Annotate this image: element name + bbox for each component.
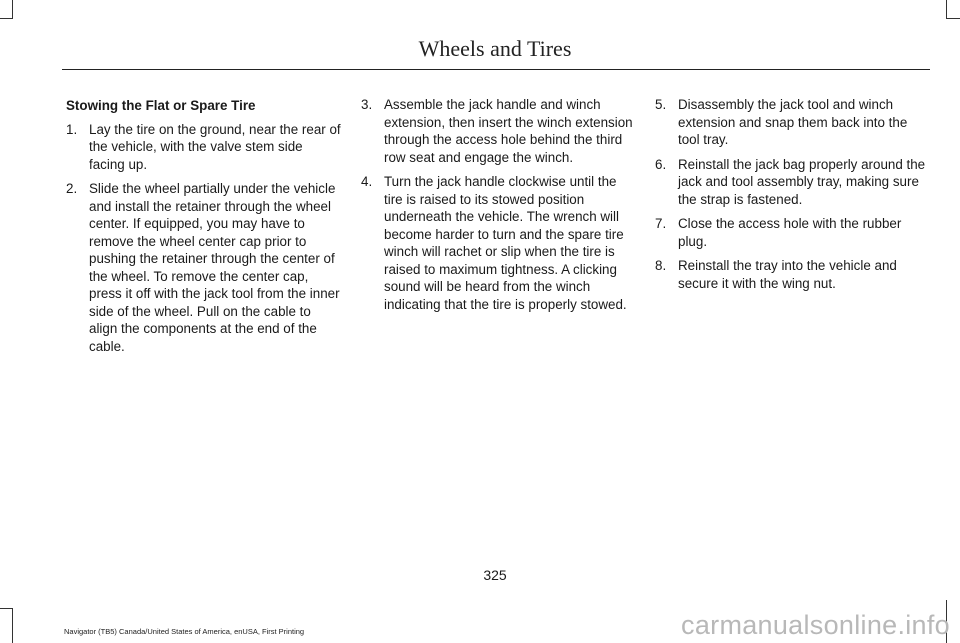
step-text: Turn the jack handle clockwise until the tire is raised to its stowed position underneath the vehicle. The wrench will become harder to turn and the spare tire winch will rachet or slip when the tire is raised to maximum tightness. A clicking sound will be heard from the winch indicating that the tire is properly stowed. bbox=[384, 174, 627, 312]
header-rule bbox=[62, 69, 930, 70]
step-text: Lay the tire on the ground, near the rear of the vehicle, with the valve stem side facing up. bbox=[89, 121, 341, 172]
step-text: Assemble the jack handle and winch extension, then insert the winch extension through the access hole behind the third row seat and engage the winch. bbox=[384, 97, 633, 165]
crop-mark-top-left-v bbox=[12, 0, 13, 18]
page-header-title: Wheels and Tires bbox=[418, 36, 572, 61]
step-number: 7. bbox=[655, 216, 667, 231]
step-number: 4. bbox=[361, 174, 373, 189]
step-2 bbox=[66, 180, 341, 355]
step-text: Reinstall the tray into the vehicle and secure it with the wing nut. bbox=[678, 258, 897, 291]
step-text: Disassembly the jack tool and winch extension and snap them back into the tool tray. bbox=[678, 97, 908, 147]
step-text: Reinstall the jack bag properly around the jack and tool assembly tray, making sure the strap is fastened. bbox=[678, 156, 926, 207]
step-number: 1. bbox=[66, 121, 78, 137]
step-number: 3. bbox=[361, 97, 373, 112]
step-text: Close the access hole with the rubber plug. bbox=[678, 216, 902, 249]
step-number: 2. bbox=[66, 181, 78, 196]
edition-footer: Navigator (TB5) Canada/United States of America, enUSA, First Printing bbox=[64, 627, 305, 636]
step-5 bbox=[655, 96, 930, 149]
step-7 bbox=[655, 215, 930, 250]
column-3 bbox=[655, 96, 930, 299]
crop-mark-top-right-v bbox=[946, 0, 947, 18]
crop-mark-top-left-h bbox=[0, 18, 13, 19]
step-3 bbox=[361, 96, 636, 166]
step-number: 5. bbox=[655, 97, 667, 112]
column-2 bbox=[361, 96, 636, 320]
section-heading: Stowing the Flat or Spare Tire bbox=[66, 98, 256, 113]
step-6 bbox=[655, 156, 930, 209]
watermark: carmanualsonline.info bbox=[681, 610, 950, 640]
step-1 bbox=[66, 121, 341, 174]
page-number: 325 bbox=[483, 567, 507, 583]
step-number: 8. bbox=[655, 258, 667, 273]
step-8 bbox=[655, 257, 930, 292]
step-4 bbox=[361, 173, 636, 313]
step-number: 6. bbox=[655, 156, 667, 172]
crop-mark-bottom-left-v bbox=[12, 608, 13, 643]
crop-mark-bottom-left-h bbox=[0, 608, 13, 609]
column-1 bbox=[66, 96, 341, 362]
step-text: Slide the wheel partially under the vehicle and install the retainer through the wheel center. If equipped, you may have to remove the wheel center cap prior to pushing the retainer through the center of the wheel. To remove the center cap, press it off with the jack tool from the inner side of the wheel. Pull on the cable to align the components at the end of the cable. bbox=[89, 181, 340, 354]
crop-mark-top-right-h bbox=[946, 18, 960, 19]
